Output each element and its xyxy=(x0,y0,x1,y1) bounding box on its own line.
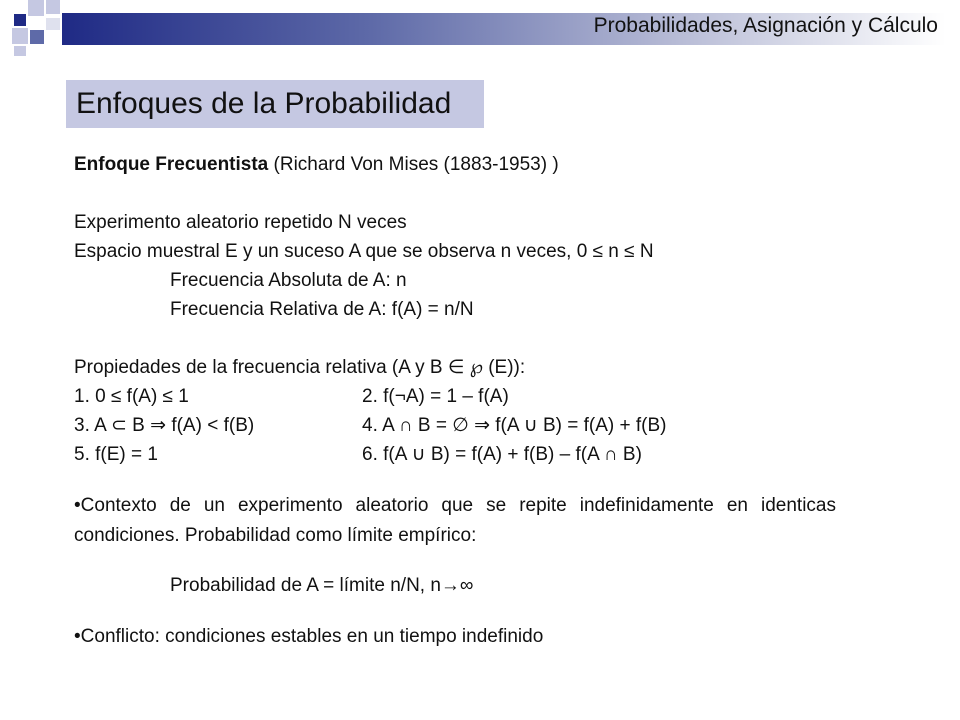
bullet-paragraph: •Contexto de un experimento aleatorio que se repite indefinidamente en identicas condiciones. Probabilidad como límite empírico: xyxy=(74,495,836,546)
square-dark xyxy=(14,14,26,26)
property-row xyxy=(74,440,874,469)
heading-rest: (Richard Von Mises (1883-1953) ) xyxy=(268,154,559,175)
square-light xyxy=(28,0,44,16)
text-line-indented: Frecuencia Relativa de A: f(A) = n/N xyxy=(170,299,474,320)
property-item: 4. A ∩ B = ∅ ⇒ f(A ∪ B) = f(A) + f(B) xyxy=(362,415,667,436)
header-title: Probabilidades, Asignación y Cálculo xyxy=(593,14,938,37)
property-row xyxy=(74,382,874,411)
square-light xyxy=(14,46,26,56)
property-item: 5. f(E) = 1 xyxy=(74,444,158,465)
square-light xyxy=(46,18,60,30)
property-item: 3. A ⊂ B ⇒ f(A) < f(B) xyxy=(74,415,255,436)
square-mid xyxy=(30,30,44,44)
property-row xyxy=(74,411,874,440)
property-item: 6. f(A ∪ B) = f(A) + f(B) – f(A ∩ B) xyxy=(362,444,642,465)
slide-title-box xyxy=(66,80,484,128)
heading-bold: Enfoque Frecuentista xyxy=(74,154,269,175)
property-item: 1. 0 ≤ f(A) ≤ 1 xyxy=(74,386,189,407)
text-line-indented: Frecuencia Absoluta de A: n xyxy=(170,270,407,291)
bullet-paragraph: •Conflicto: condiciones estables en un tiempo indefinido xyxy=(74,626,544,647)
text-line: Experimento aleatorio repetido N veces xyxy=(74,212,407,233)
slide-title: Enfoques de la Probabilidad xyxy=(76,87,452,120)
heading-line xyxy=(74,150,874,179)
square-light xyxy=(46,0,60,14)
property-item: 2. f(¬A) = 1 – f(A) xyxy=(362,386,509,407)
text-line: Espacio muestral E y un suceso A que se observa n veces, 0 ≤ n ≤ N xyxy=(74,241,654,262)
properties-title: Propiedades de la frecuencia relativa (A y B ∈ ℘ (E)): xyxy=(74,357,526,378)
formula-line: Probabilidad de A = límite n/N, n→∞ xyxy=(170,575,474,596)
square-light xyxy=(12,28,28,44)
slide-content xyxy=(74,150,874,651)
